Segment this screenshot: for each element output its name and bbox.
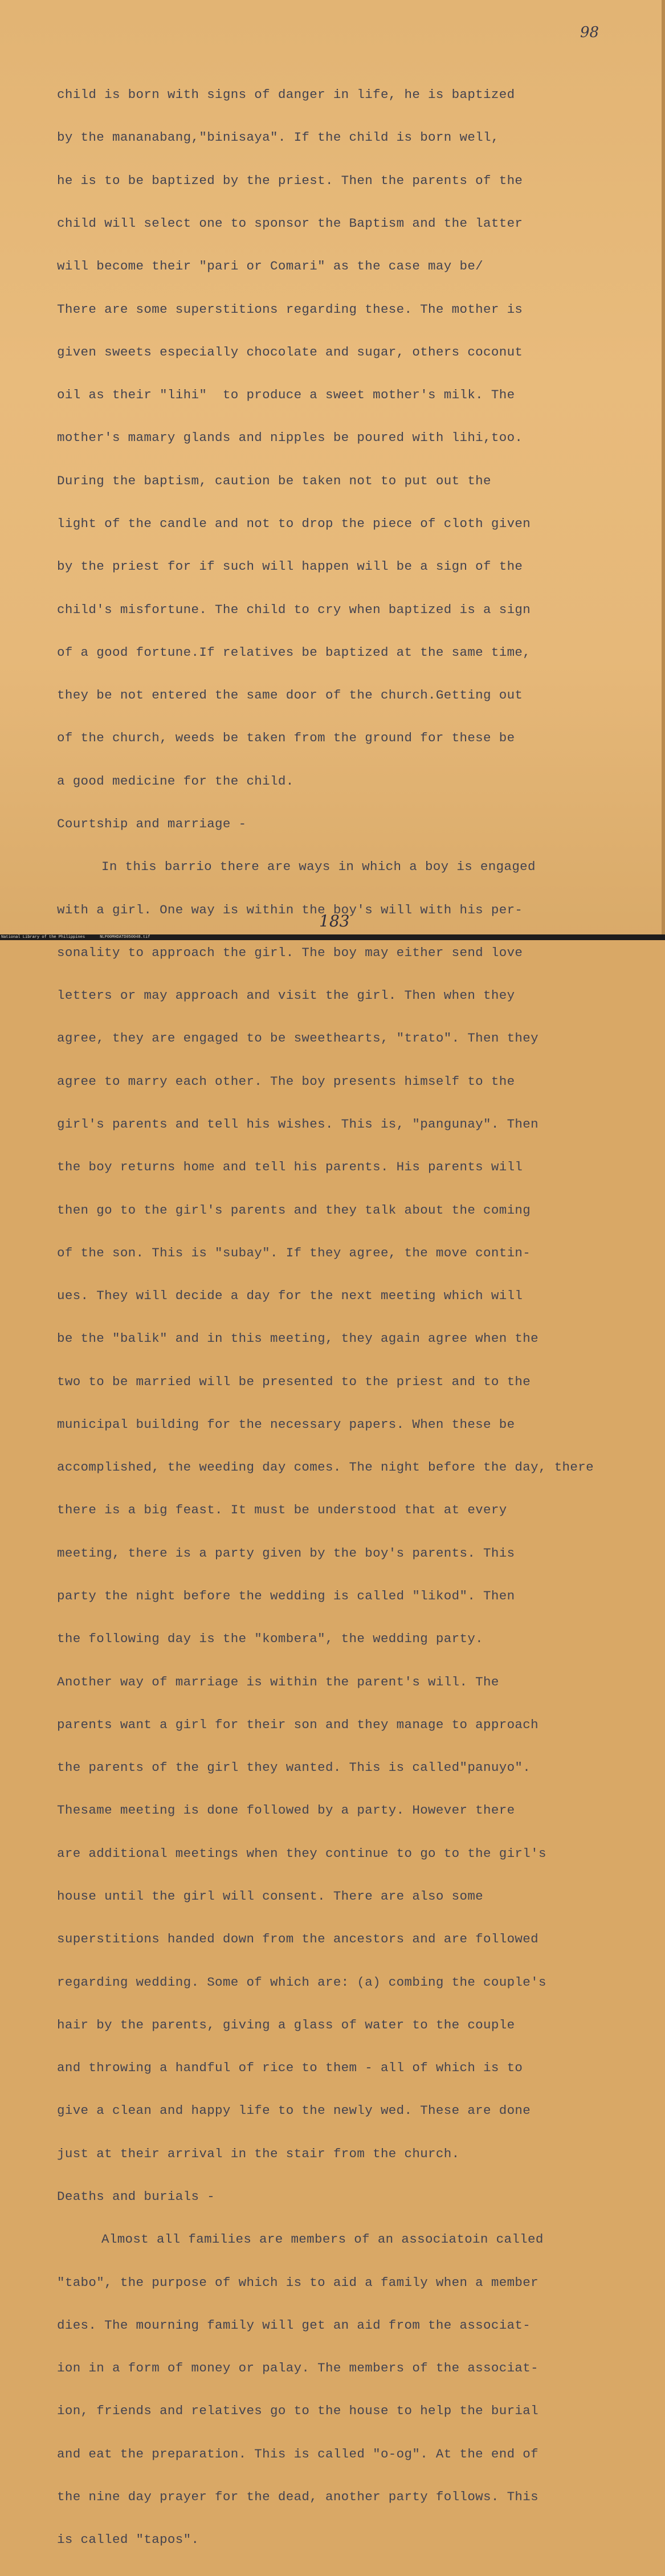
text-line: sonality to approach the girl. The boy may either send love [57,945,523,960]
text-line: of the son. This is "subay". If they agree, the move contin- [57,1245,531,1260]
text-line: will become their "pari or Comari" as the case may be/ [57,259,484,274]
archive-footer [0,934,665,940]
text-line: by the priest for if such will happen will be a sign of the [57,559,523,574]
section-heading-deaths: Deaths and burials - [57,2189,215,2204]
text-line: of a good fortune.If relatives be baptized at the same time, [57,644,531,660]
page-number: 98 [580,24,599,41]
text-line: they be not entered the same door of the church.Getting out [57,688,523,703]
text-line: two to be married will be presented to the priest and to the [57,1374,531,1389]
text-line: During the baptism, caution be taken not to put out the [57,473,491,488]
text-line: child's misfortune. The child to cry when baptized is a sign [57,602,531,617]
text-line: regarding wedding. Some of which are: (a) combing the couple's [57,1974,546,1990]
section-heading-courtship: Courtship and marriage - [57,816,247,831]
text-line: there is a big feast. It must be understood that at every [57,1503,507,1518]
file-name: NLP00MHDATD050048.tif [100,935,150,940]
text-line: Another way of marriage is within the parent's will. The [57,1674,499,1689]
text-line: meeting, there is a party given by the boy's parents. This [57,1545,515,1561]
text-line: give a clean and happy life to the newly wed. These are done [57,2103,531,2118]
text-line: then go to the girl's parents and they talk about the coming [57,1202,531,1218]
paragraph-start: In this barrio there are ways in which a boy is engaged [101,859,536,875]
text-line: the nine day prayer for the dead, another party follows. This [57,2489,538,2504]
text-line: accomplished, the weeding day comes. The night before the day, there [57,1460,594,1475]
text-line: given sweets especially chocolate and sugar, others coconut [57,344,523,360]
text-line: just at their arrival in the stair from the church. [57,2146,460,2161]
text-line: ion, friends and relatives go to the house to help the burial [57,2403,538,2419]
text-line: house until the girl will consent. There are also some [57,1889,484,1904]
text-line: agree, they are engaged to be sweethearts, "trato". Then they [57,1031,538,1046]
text-line: the following day is the "kombera", the wedding party. [57,1631,484,1647]
text-line: dies. The mourning family will get an aid from the associat- [57,2317,531,2333]
text-line: parents want a girl for their son and they manage to approach [57,1717,538,1732]
text-line: of the church, weeds be taken from the ground for these be [57,730,515,746]
text-line: There are some superstitions regarding these. The mother is [57,301,523,317]
text-line: are additional meetings when they continue to go to the girl's [57,1846,546,1861]
text-line: ion in a form of money or palay. The members of the associat- [57,2361,538,2376]
text-line: letters or may approach and visit the girl. Then when they [57,988,515,1003]
text-line: child is born with signs of danger in life, he is baptized [57,87,515,103]
text-line: party the night before the wedding is called "likod". Then [57,1589,515,1604]
typed-body-text [57,59,650,2576]
page-edge [662,0,665,940]
text-line: the boy returns home and tell his parents. His parents will [57,1160,523,1175]
text-line: "tabo", the purpose of which is to aid a family when a member [57,2275,538,2290]
text-line: agree to marry each other. The boy presents himself to the [57,1073,515,1089]
text-line: mother's mamary glands and nipples be poured with lihi,too. [57,430,523,446]
text-line: girl's parents and tell his wishes. This is, "pangunay". Then [57,1116,538,1132]
text-line: he is to be baptized by the priest. Then the parents of the [57,173,523,188]
text-line: is called "tapos". [57,2532,199,2548]
text-line: child will select one to sponsor the Baptism and the latter [57,216,523,231]
text-line: superstitions handed down from the ancestors and are followed [57,1932,538,1947]
paragraph-start: Almost all families are members of an associatoin called [101,2232,544,2247]
handwritten-page-number: 183 [319,912,350,930]
text-line: light of the candle and not to drop the piece of cloth given [57,516,531,531]
text-line: and throwing a handful of rice to them - all of which is to [57,2060,523,2076]
text-line: municipal building for the necessary papers. When these be [57,1416,515,1432]
text-line: hair by the parents, giving a glass of water to the couple [57,2017,515,2032]
text-line: oil as their "lihi" to produce a sweet mother's milk. The [57,387,515,403]
text-line: a good medicine for the child. [57,773,294,789]
text-line: with a girl. One way is within the boy's will with his per- [57,902,523,917]
text-line: ues. They will decide a day for the next meeting which will [57,1288,523,1304]
library-credit: National Library of the Philippines [1,935,85,940]
text-line: Thesame meeting is done followed by a party. However there [57,1803,515,1818]
text-line: and eat the preparation. This is called "o-og". At the end of [57,2446,538,2461]
text-line: the parents of the girl they wanted. This is called"panuyo". [57,1760,531,1775]
text-line: be the "balik" and in this meeting, they again agree when the [57,1331,538,1346]
text-line: by the mananabang,"binisaya". If the child is born well, [57,130,499,145]
